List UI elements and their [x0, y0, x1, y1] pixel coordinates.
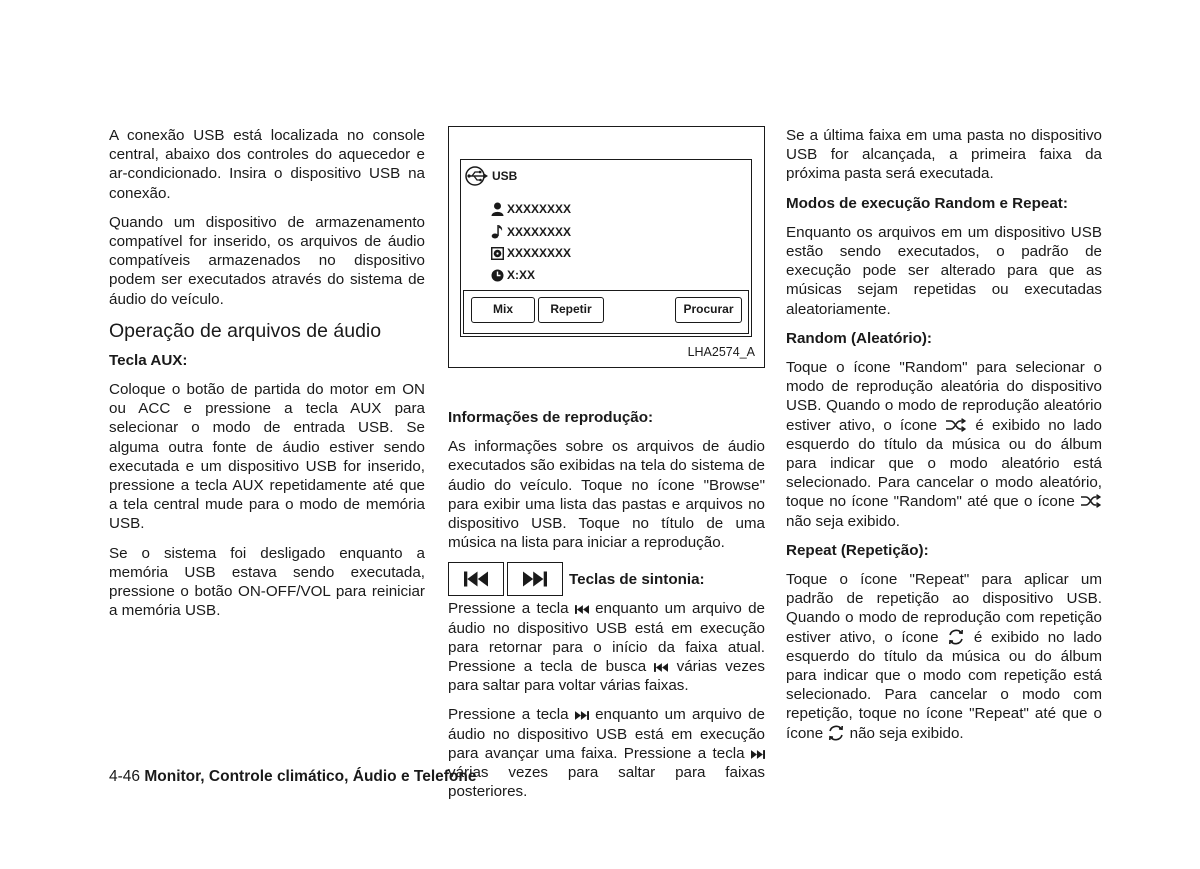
time-row: [491, 268, 535, 282]
storage-paragraph: Quando um dispositivo de armazenamento compatível for inserido, os arquivos de áudio compatíveis armazenados no dispositivo podem ser executados através do sistema de áudio do veículo.: [109, 213, 425, 308]
next-track-icon: [520, 570, 550, 588]
prev-track-key: [448, 562, 504, 596]
random-text-b: é exibido no lado esquerdo do título da música ou do álbum para indicar que o modo aleatório está selecionado. Para cancelar o modo aleatório, toque no ícone "Random" até que o ícone: [786, 416, 1102, 511]
chapter-title: Monitor, Controle climático, Áudio e Telefone: [144, 768, 477, 785]
album-text: XXXXXXXX: [507, 246, 572, 260]
clock-icon: [491, 269, 504, 282]
source-row: [465, 166, 517, 186]
column-left: [109, 126, 425, 630]
section-heading: Operação de arquivos de áudio: [109, 319, 382, 342]
button-bar: [463, 290, 749, 334]
repeat-paragraph: [786, 570, 1102, 743]
tuning-prev-text-a: Pressione a tecla: [448, 600, 569, 618]
repeat-heading: Repeat (Repetição):: [786, 541, 929, 559]
tuning-prev-text-c: várias vezes para saltar para voltar várias faixas.: [448, 658, 765, 695]
album-row: [491, 246, 571, 260]
page-footer: [109, 768, 476, 786]
time-text: X:XX: [507, 268, 536, 282]
album-icon: [491, 247, 504, 260]
shuffle-icon: [1080, 494, 1102, 508]
random-heading: Random (Aleatório):: [786, 329, 932, 347]
repeat-text-a: Toque o ícone "Repeat" para aplicar um padrão de repetição ao dispositivo USB. Quando o modo de reprodução com repetição estiver ativo, o ícone: [786, 571, 1102, 646]
audio-screen: [460, 159, 752, 337]
random-text-c: não seja exibido.: [786, 512, 900, 530]
tuning-prev-text-b: enquanto um arquivo de áudio no dispositivo USB está em execução para retornar para o início da faixa atual. Pressione a tecla de busca: [448, 600, 765, 676]
prev-track-icon: [575, 604, 589, 615]
repeat-icon: [947, 628, 965, 646]
source-label: USB: [492, 169, 518, 183]
info-heading: Informações de reprodução:: [448, 409, 654, 426]
music-note-icon: [491, 224, 504, 239]
usb-location-paragraph: A conexão USB está localizada no console central, abaixo dos controles do aquecedor e ar-condicionado. Insira o dispositivo USB na conexão.: [109, 127, 425, 202]
song-row: [491, 224, 571, 239]
aux-key-paragraph: Coloque o botão de partida do motor em ON ou ACC e pressione a tecla AUX para selecionar o modo de entrada USB. Se alguma outra fonte de áudio estiver sendo executada e um dispositivo USB for inserido, pressione a tecla AUX repetidamente até que a tela central mude para o modo de memória USB.: [109, 381, 425, 533]
repeat-icon: [827, 724, 845, 742]
modes-paragraph: Enquanto os arquivos em um dispositivo USB estão sendo executados, o padrão de execução pode ser alterado para que as músicas sejam repetidas ou executadas aleatoriamente.: [786, 223, 1102, 318]
repeat-text-b: é exibido no lado esquerdo do título da música ou do álbum para indicar que o modo com repetição está selecionado. Para cancelar o modo com repetição, toque no ícone "Repeat" até que o ícone: [786, 628, 1102, 742]
prev-track-icon: [654, 662, 668, 673]
artist-text: XXXXXXXX: [507, 202, 572, 216]
artist-icon: [491, 202, 504, 216]
last-track-paragraph: Se a última faixa em uma pasta no dispositivo USB for alcançada, a primeira faixa da próxima pasta será executada.: [786, 127, 1102, 183]
artist-row: [491, 202, 571, 216]
info-paragraph: As informações sobre os arquivos de áudio executados são exibidas na tela do sistema de áudio do veículo. Toque no ícone "Browse" para exibir uma lista das pastas e arquivos no dispositivo USB. Toque no título de uma música na lista para iniciar a reprodução.: [448, 438, 765, 552]
song-text: XXXXXXXX: [507, 224, 572, 239]
next-track-key: [507, 562, 563, 596]
restart-paragraph: Se o sistema foi desligado enquanto a memória USB estava sendo executada, pressione o botão ON-OFF/VOL para reiniciar a memória USB.: [109, 544, 425, 620]
next-track-icon: [751, 749, 765, 760]
tuning-next-text-a: Pressione a tecla: [448, 706, 569, 724]
column-middle: [448, 126, 765, 811]
usb-icon: [465, 166, 489, 186]
tuning-next-text-b: enquanto um arquivo de áudio no dispositivo USB está em execução para avançar uma faixa. Pressione a tecla: [448, 706, 765, 762]
shuffle-icon: [945, 418, 967, 432]
random-paragraph: [786, 358, 1102, 531]
tuning-heading: Teclas de sintonia:: [569, 570, 705, 588]
aux-key-heading: Tecla AUX:: [109, 351, 188, 369]
page-number: 4-46: [109, 768, 141, 785]
tuning-keys-row: [448, 562, 765, 596]
prev-track-icon: [461, 570, 491, 588]
mix-button[interactable]: Mix: [471, 297, 535, 323]
tuning-next-paragraph: [448, 705, 765, 801]
figure-code: LHA2574_A: [687, 344, 755, 359]
repeat-text-c: não seja exibido.: [849, 724, 964, 742]
tuning-next-text-c: várias vezes para saltar para faixas posteriores.: [448, 764, 765, 801]
modes-heading: Modos de execução Random e Repeat:: [786, 194, 1068, 212]
usb-screen-figure: [448, 126, 765, 368]
browse-button[interactable]: Procurar: [675, 297, 742, 323]
random-text-a: Toque o ícone "Random" para selecionar o modo de reprodução aleatória do dispositivo USB. Quando o modo de reprodução aleatório estiver ativo, o ícone: [786, 359, 1102, 434]
next-track-icon: [575, 710, 589, 721]
tuning-prev-paragraph: [448, 599, 765, 695]
column-right: [786, 126, 1102, 753]
repeat-button[interactable]: Repetir: [538, 297, 604, 323]
